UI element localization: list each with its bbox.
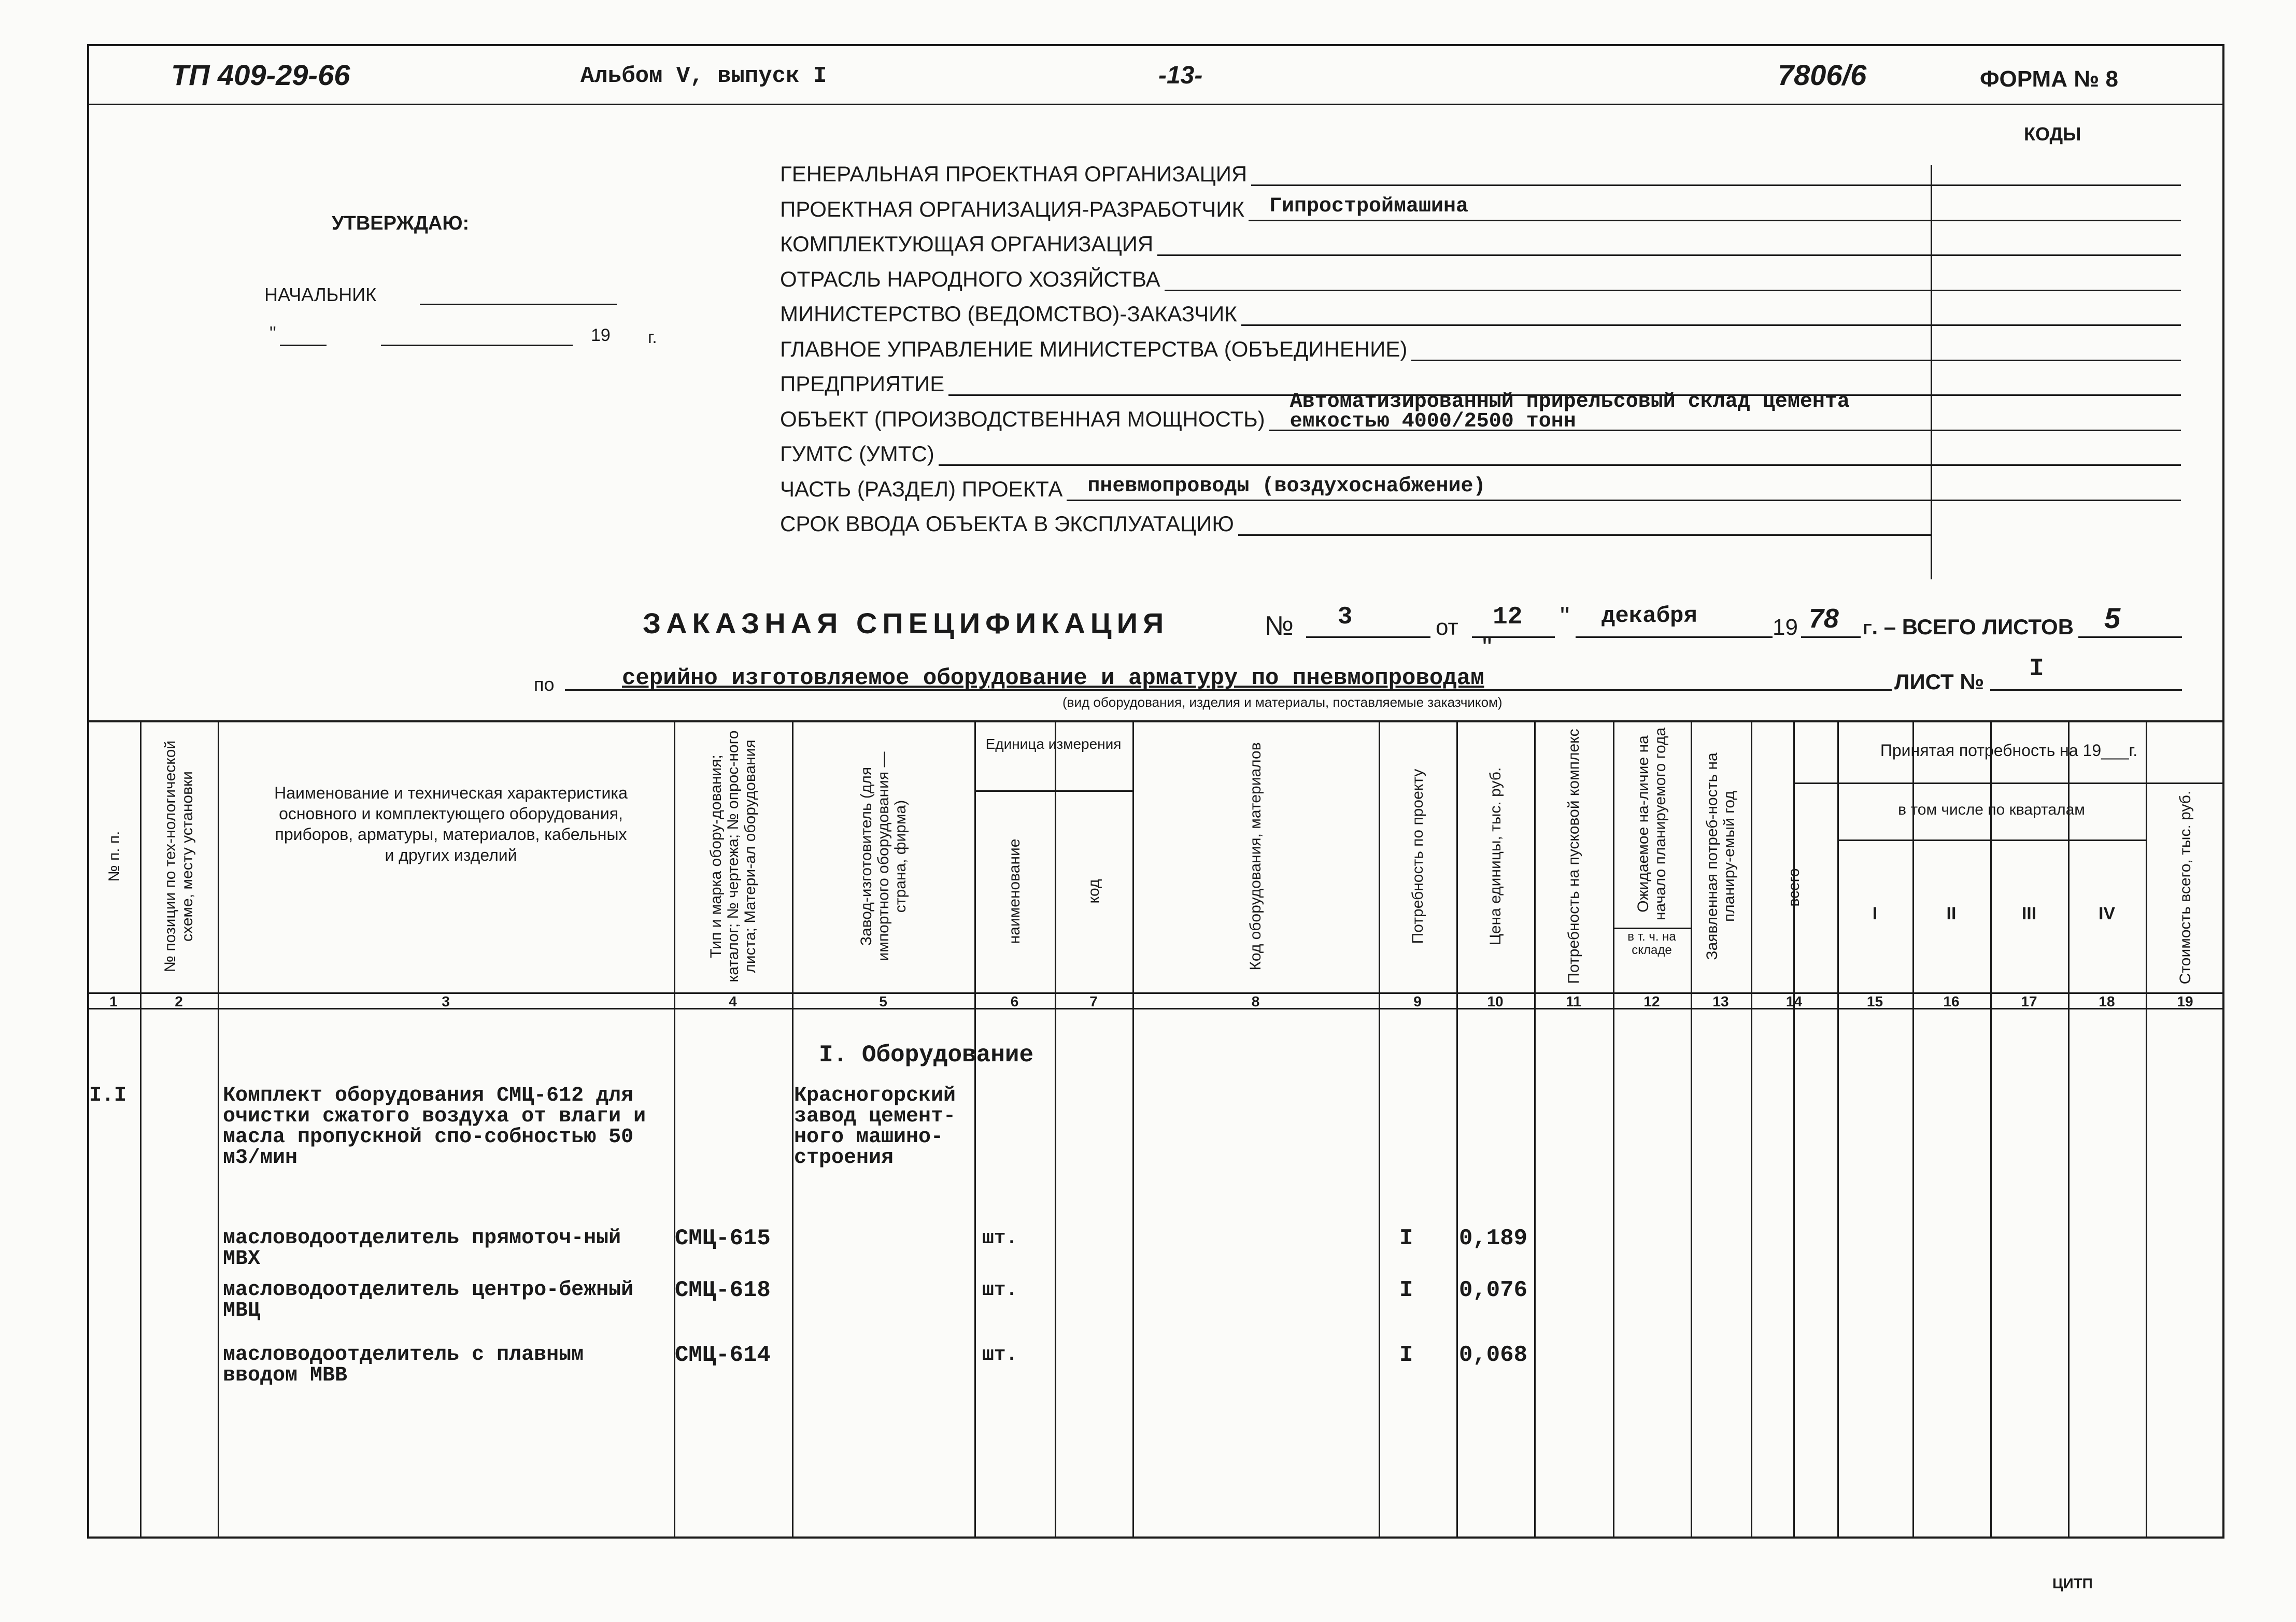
col-number-14: 14: [1785, 993, 1803, 1009]
col-number-8: 8: [1251, 993, 1260, 1009]
approve-label: УТВЕРЖДАЮ:: [332, 212, 470, 234]
spec-no-label: №: [1265, 611, 1294, 641]
codes-column-divider: [1931, 165, 1932, 579]
col-header-unit-group: Единица измерения: [985, 736, 1122, 752]
col-number-13: 13: [1712, 993, 1729, 1009]
cell-name: Комплект оборудования СМЦ-612 для очистки сжатого воздуха от влаги и масла пропускной спо-собностью 50 м3/мин: [223, 1084, 646, 1170]
spec-from-label: от: [1436, 615, 1458, 640]
sheet-no-label: ЛИСТ №: [1894, 670, 1985, 694]
org-code-line-5: [1932, 360, 2181, 361]
org-code-line-1: [1932, 220, 2181, 221]
col-header-equipment-code: Код оборудования, материалов: [1247, 742, 1264, 971]
org-field-label-10: СРОК ВВОДА ОБЪЕКТА В ЭКСПЛУАТАЦИЮ: [780, 511, 1234, 536]
org-field-label-8: ГУМТС (УМТС): [780, 442, 934, 466]
cell-name: масловодоотделитель центро-бежный МВЦ: [223, 1278, 634, 1322]
org-field-label-1: ПРОЕКТНАЯ ОРГАНИЗАЦИЯ-РАЗРАБОТЧИК: [780, 196, 1244, 221]
spec-year-prefix: 19: [1773, 615, 1798, 640]
col-header-q1: I: [1872, 904, 1878, 923]
inventory-number: 7806/6: [1778, 59, 1867, 91]
org-field-label-3: ОТРАСЛЬ НАРОДНОГО ХОЗЯЙСТВА: [780, 266, 1160, 291]
org-code-line-4: [1932, 324, 2181, 326]
cell-type: СМЦ-618: [675, 1277, 771, 1303]
col-header-q3: III: [2021, 904, 2037, 923]
org-field-value-1: Гипростроймашина: [1269, 194, 1468, 218]
spec-subject-hint: (вид оборудования, изделия и материалы, поставляемые заказчиком): [1062, 694, 1503, 710]
album-label: Альбом V, выпуск I: [580, 63, 827, 89]
date-month-line: [381, 345, 573, 346]
spec-subject: серийно изготовляемое оборудование и арматуру по пневмопроводам: [622, 665, 1484, 691]
col-number-4: 4: [729, 993, 737, 1009]
col-number-11: 11: [1566, 993, 1581, 1009]
org-code-line-6: [1932, 394, 2181, 396]
org-field-label-7: ОБЪЕКТ (ПРОИЗВОДСТВЕННАЯ МОЩНОСТЬ): [780, 406, 1265, 431]
col-number-7: 7: [1089, 993, 1098, 1009]
org-code-line-9: [1932, 500, 2181, 501]
col-number-1: 1: [109, 993, 118, 1009]
org-field-line-0: [1251, 184, 1931, 186]
col-header-no: № п. п.: [105, 831, 123, 882]
col-number-15: 15: [1866, 993, 1883, 1009]
col-number-6: 6: [1010, 993, 1019, 1009]
org-field-line-9: [1067, 500, 1931, 501]
col-number-9: 9: [1413, 993, 1422, 1009]
cell-unit: шт.: [982, 1344, 1018, 1366]
spec-total-sheets-label: г. – ВСЕГО ЛИСТОВ: [1863, 615, 2074, 639]
spec-year: 78: [1809, 604, 1839, 634]
col-header-unit-name: наименование: [1006, 838, 1023, 944]
org-field-line-8: [939, 464, 1931, 466]
col-header-q4: IV: [2098, 904, 2116, 923]
cell-type: СМЦ-615: [675, 1226, 771, 1251]
spec-day: 12: [1493, 603, 1523, 631]
org-code-line-8: [1932, 464, 2181, 466]
col-number-16: 16: [1943, 993, 1960, 1009]
col-header-project-need: Потребность по проекту: [1409, 769, 1426, 944]
col-number-10: 10: [1487, 993, 1504, 1009]
col-header-position: № позиции по тех-нологической схеме, месту установки: [162, 740, 196, 973]
org-field-line-2: [1157, 254, 1931, 256]
org-code-line-0: [1932, 184, 2181, 186]
org-field-value-7: Автоматизированный прирельсовый склад цемента емкостью 4000/2500 тонн: [1289, 390, 1850, 433]
col-header-type: Тип и марка обору-дования; каталог; № чертежа; № опрос-ного листа; Матери-ал оборудования: [707, 730, 759, 983]
cell-qty: I: [1399, 1226, 1413, 1251]
cell-no: I.I: [89, 1084, 127, 1107]
col-number-3: 3: [442, 993, 450, 1009]
col-header-quarters: в том числе по кварталам: [1898, 801, 2085, 818]
org-field-label-9: ЧАСТЬ (РАЗДЕЛ) ПРОЕКТА: [780, 476, 1063, 501]
col-header-name: Наименование и техническая характеристика основного и комплектующего оборудования, приборов, арматуры, материалов, кабельных и других изделий: [274, 784, 628, 864]
cell-unit: шт.: [982, 1279, 1018, 1301]
cell-maker: Красногорский завод цемент-ного машино-строения: [794, 1084, 956, 1170]
org-field-value-9: пневмопроводы (воздухоснабжение): [1087, 474, 1486, 498]
page-number: -13-: [1158, 62, 1203, 89]
org-code-line-7: [1932, 430, 2181, 431]
spec-title: ЗАКАЗНАЯ СПЕЦИФИКАЦИЯ: [643, 607, 1169, 639]
cell-price: 0,076: [1459, 1277, 1528, 1303]
col-number-19: 19: [2177, 993, 2193, 1009]
col-header-total: всего: [1785, 868, 1803, 907]
org-field-label-2: КОМПЛЕКТУЮЩАЯ ОРГАНИЗАЦИЯ: [780, 232, 1154, 256]
col-header-maker: Завод-изготовитель (для импортного оборудования —страна, фирма): [857, 751, 909, 961]
org-field-line-3: [1165, 290, 1931, 291]
col-number-2: 2: [175, 993, 183, 1009]
spec-total-sheets: 5: [2104, 602, 2121, 634]
date-day-line: [280, 345, 327, 346]
date-year-prefix: 19: [591, 325, 611, 345]
date-quote: ": [270, 322, 276, 344]
spec-by-label: по: [534, 674, 555, 695]
col-number-5: 5: [879, 993, 887, 1009]
cell-type: СМЦ-614: [675, 1342, 771, 1368]
col-header-q2: II: [1946, 904, 1957, 923]
org-field-line-10: [1238, 534, 1931, 536]
col-header-accepted: Принятая потребность на 19___г.: [1880, 741, 2138, 760]
col-header-unit-price: Цена единицы, тыс. руб.: [1486, 767, 1504, 946]
org-code-line-2: [1932, 254, 2181, 256]
spec-month: декабря: [1601, 603, 1697, 629]
col-number-12: 12: [1643, 993, 1660, 1009]
form-number: ФОРМА № 8: [1980, 66, 2118, 92]
org-field-line-1: [1249, 220, 1931, 221]
col-header-declared-need: Заявленная потреб-ность на планиру-емый год: [1704, 752, 1738, 960]
col-number-17: 17: [2021, 993, 2037, 1009]
tp-number: ТП 409-29-66: [171, 59, 350, 91]
cell-price: 0,068: [1459, 1342, 1528, 1368]
cell-qty: I: [1399, 1277, 1413, 1303]
org-field-line-4: [1241, 324, 1931, 326]
codes-label: КОДЫ: [2024, 123, 2081, 145]
cell-unit: шт.: [982, 1227, 1018, 1249]
section-title: I. Оборудование: [819, 1042, 1034, 1069]
col-header-launch-need: Потребность на пусковой комплекс: [1565, 729, 1582, 984]
date-year-suffix: г.: [648, 328, 657, 347]
cell-qty: I: [1399, 1342, 1413, 1368]
col-header-cost: Стоимость всего, тыс. руб.: [2176, 790, 2194, 985]
col-number-18: 18: [2099, 993, 2115, 1009]
org-field-line-5: [1411, 360, 1931, 361]
org-code-line-3: [1932, 290, 2181, 291]
spec-number: 3: [1337, 603, 1353, 631]
footer-stamp: ЦИТП: [2052, 1575, 2093, 1591]
org-field-label-6: ПРЕДПРИЯТИЕ: [780, 372, 945, 396]
org-field-label-0: ГЕНЕРАЛЬНАЯ ПРОЕКТНАЯ ОРГАНИЗАЦИЯ: [780, 162, 1248, 186]
cell-name: масловодоотделитель прямоточ-ный МВХ: [223, 1227, 621, 1271]
chief-signature-line: [420, 304, 617, 305]
col-header-unit-code: код: [1085, 879, 1102, 904]
cell-price: 0,189: [1459, 1226, 1528, 1251]
cell-name: масловодоотделитель с плавным вводом МВВ: [223, 1343, 584, 1387]
chief-label: НАЧАЛЬНИК: [264, 284, 377, 305]
org-field-label-5: ГЛАВНОЕ УПРАВЛЕНИЕ МИНИСТЕРСТВА (ОБЪЕДИНЕНИЕ): [780, 336, 1408, 361]
sheet-no: I: [2029, 655, 2044, 683]
col-header-in-stock: в т. ч. на складе: [1627, 930, 1676, 957]
org-field-label-4: МИНИСТЕРСТВО (ВЕДОМСТВО)-ЗАКАЗЧИК: [780, 302, 1237, 326]
col-header-expected: Ожидаемое на-личие на начало планируемого года: [1635, 727, 1669, 921]
